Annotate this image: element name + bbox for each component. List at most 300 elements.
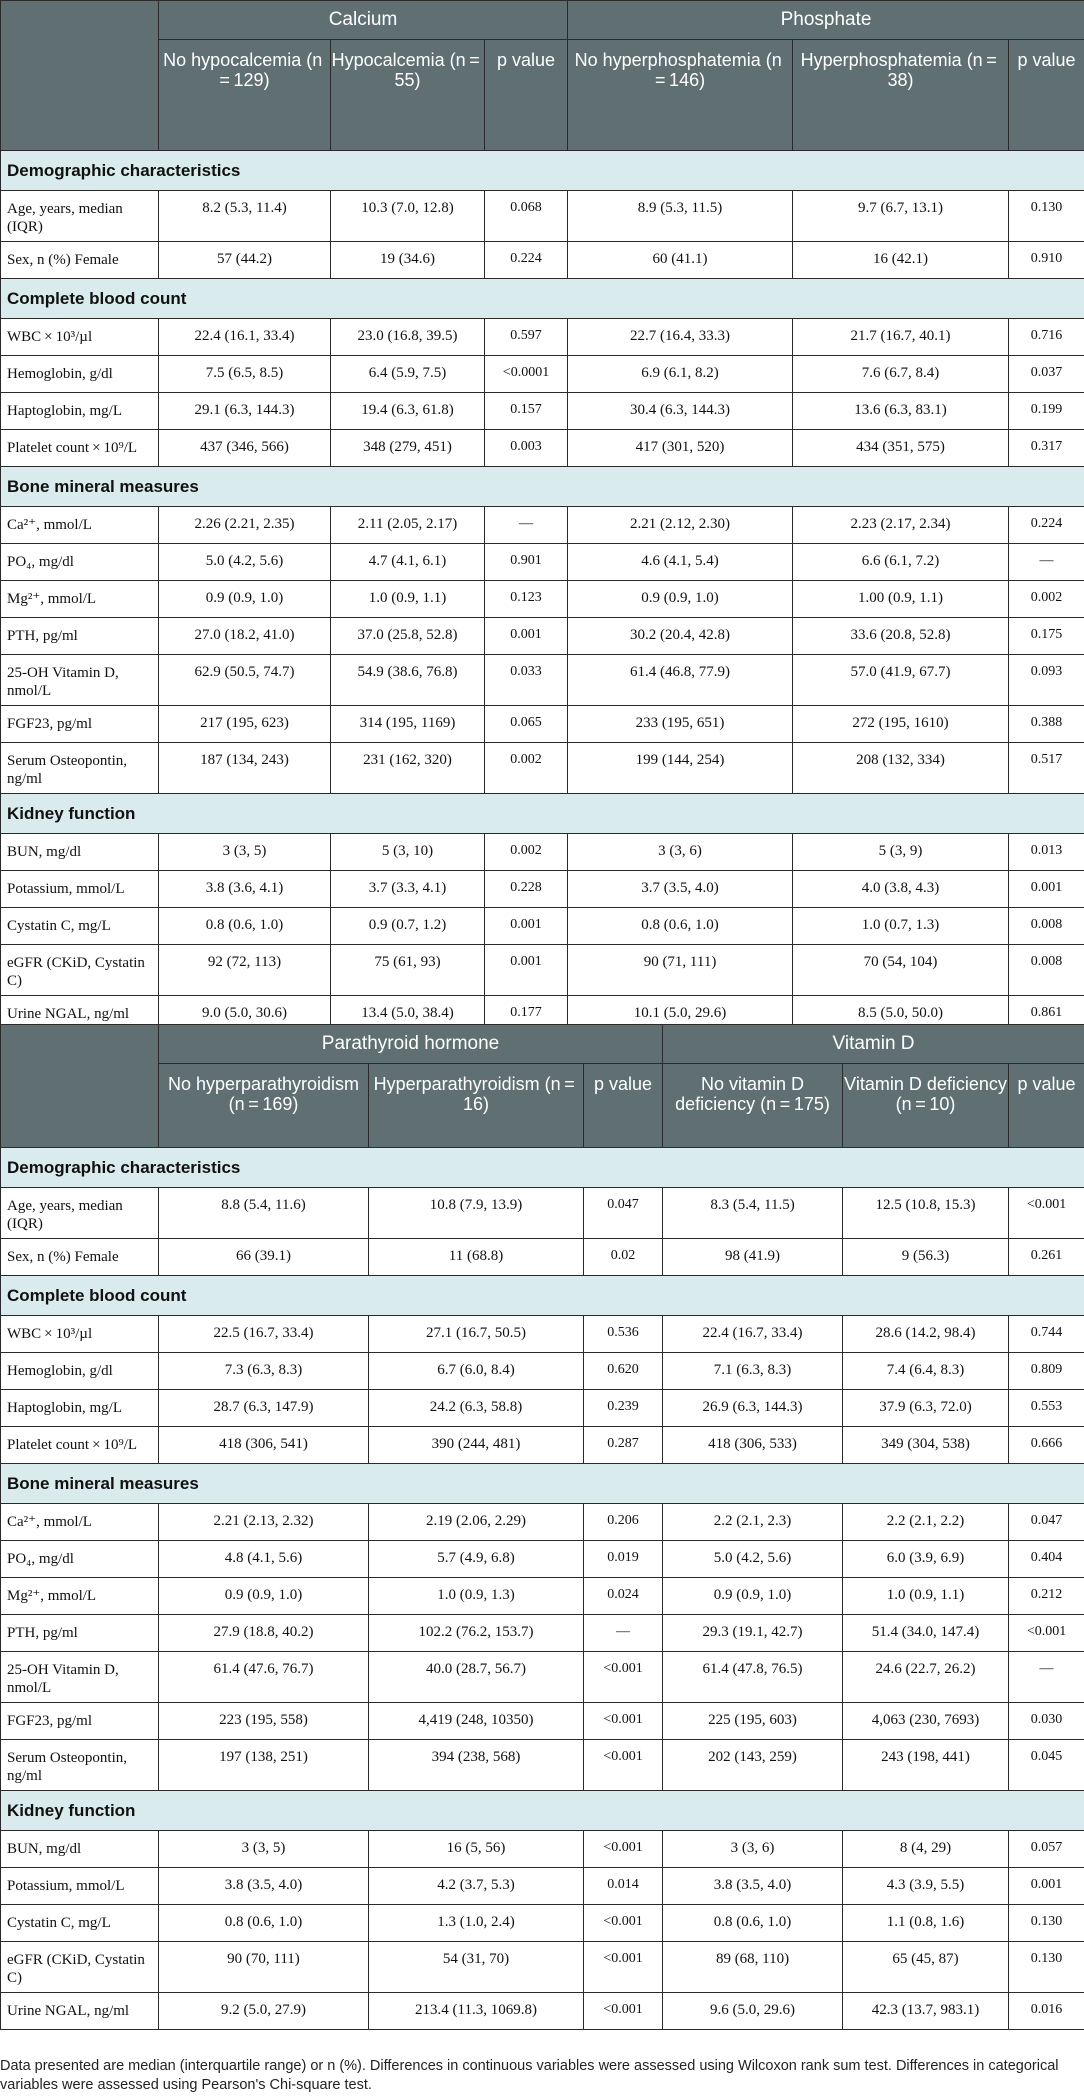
section-title: Complete blood count bbox=[1, 1276, 1084, 1316]
column-header: p value bbox=[1009, 40, 1084, 151]
value-cell: 223 (195, 558) bbox=[159, 1703, 369, 1740]
row-label: WBC × 10³/µl bbox=[1, 319, 159, 356]
value-cell: 66 (39.1) bbox=[159, 1239, 369, 1276]
p-value-cell: 0.016 bbox=[1009, 1993, 1084, 2030]
row-label: Mg²⁺, mmol/L bbox=[1, 581, 159, 618]
p-value-cell: 0.065 bbox=[485, 706, 568, 743]
p-value-cell: 0.037 bbox=[1009, 356, 1084, 393]
p-value-cell: 0.716 bbox=[1009, 319, 1084, 356]
value-cell: 26.9 (6.3, 144.3) bbox=[663, 1390, 843, 1427]
value-cell: 29.3 (19.1, 42.7) bbox=[663, 1615, 843, 1652]
value-cell: 12.5 (10.8, 15.3) bbox=[843, 1188, 1009, 1239]
p-value-cell: 0.861 bbox=[1009, 996, 1084, 1033]
value-cell: 199 (144, 254) bbox=[568, 743, 793, 794]
table-row bbox=[1, 1740, 1084, 1791]
table-row bbox=[1, 1615, 1084, 1652]
p-value-cell: <0.001 bbox=[584, 1740, 663, 1791]
row-label: BUN, mg/dl bbox=[1, 834, 159, 871]
p-value-cell: 0.002 bbox=[1009, 581, 1084, 618]
value-cell: 8.9 (5.3, 11.5) bbox=[568, 191, 793, 242]
p-value-cell: 0.744 bbox=[1009, 1316, 1084, 1353]
section-title: Kidney function bbox=[1, 1791, 1084, 1831]
row-label: 25-OH Vitamin D, nmol/L bbox=[1, 655, 159, 706]
p-value-cell: 0.536 bbox=[584, 1316, 663, 1353]
value-cell: 28.7 (6.3, 147.9) bbox=[159, 1390, 369, 1427]
row-label: 25-OH Vitamin D, nmol/L bbox=[1, 1652, 159, 1703]
value-cell: 9.7 (6.7, 13.1) bbox=[793, 191, 1009, 242]
section-header-row bbox=[1, 794, 1084, 834]
value-cell: 0.8 (0.6, 1.0) bbox=[663, 1905, 843, 1942]
table-row bbox=[1, 1353, 1084, 1390]
value-cell: 7.3 (6.3, 8.3) bbox=[159, 1353, 369, 1390]
value-cell: 75 (61, 93) bbox=[331, 945, 485, 996]
column-header: No hypocalcemia (n = 129) bbox=[159, 40, 331, 151]
p-value-cell: 0.130 bbox=[1009, 191, 1084, 242]
table-row bbox=[1, 242, 1084, 279]
table-row bbox=[1, 1316, 1084, 1353]
value-cell: 27.0 (18.2, 41.0) bbox=[159, 618, 331, 655]
value-cell: 30.2 (20.4, 42.8) bbox=[568, 618, 793, 655]
value-cell: 213.4 (11.3, 1069.8) bbox=[369, 1993, 584, 2030]
value-cell: 40.0 (28.7, 56.7) bbox=[369, 1652, 584, 1703]
value-cell: 0.9 (0.7, 1.2) bbox=[331, 908, 485, 945]
group-header: Parathyroid hormone bbox=[159, 1025, 663, 1064]
p-value-cell: <0.001 bbox=[584, 1652, 663, 1703]
row-label: Potassium, mmol/L bbox=[1, 1868, 159, 1905]
p-value-cell: 0.02 bbox=[584, 1239, 663, 1276]
row-label: Mg²⁺, mmol/L bbox=[1, 1578, 159, 1615]
p-value-cell: <0.001 bbox=[584, 1831, 663, 1868]
value-cell: 1.1 (0.8, 1.6) bbox=[843, 1905, 1009, 1942]
value-cell: 10.3 (7.0, 12.8) bbox=[331, 191, 485, 242]
value-cell: 8.8 (5.4, 11.6) bbox=[159, 1188, 369, 1239]
value-cell: 5.0 (4.2, 5.6) bbox=[159, 544, 331, 581]
row-label: Platelet count × 10⁹/L bbox=[1, 1427, 159, 1464]
value-cell: 3 (3, 6) bbox=[663, 1831, 843, 1868]
value-cell: 10.8 (7.9, 13.9) bbox=[369, 1188, 584, 1239]
corner-header bbox=[1, 1, 159, 151]
value-cell: 197 (138, 251) bbox=[159, 1740, 369, 1791]
row-label: Serum Osteopontin, ng/ml bbox=[1, 743, 159, 794]
value-cell: 61.4 (47.6, 76.7) bbox=[159, 1652, 369, 1703]
value-cell: 65 (45, 87) bbox=[843, 1942, 1009, 1993]
p-value-cell: 0.008 bbox=[1009, 908, 1084, 945]
value-cell: 7.4 (6.4, 8.3) bbox=[843, 1353, 1009, 1390]
value-cell: 6.9 (6.1, 8.2) bbox=[568, 356, 793, 393]
value-cell: 1.0 (0.9, 1.3) bbox=[369, 1578, 584, 1615]
p-value-cell: 0.057 bbox=[1009, 1831, 1084, 1868]
table-row bbox=[1, 1703, 1084, 1740]
value-cell: 2.21 (2.12, 2.30) bbox=[568, 507, 793, 544]
value-cell: 1.0 (0.9, 1.1) bbox=[843, 1578, 1009, 1615]
p-value-cell: 0.224 bbox=[1009, 507, 1084, 544]
value-cell: 54 (31, 70) bbox=[369, 1942, 584, 1993]
value-cell: 24.2 (6.3, 58.8) bbox=[369, 1390, 584, 1427]
p-value-cell: 0.001 bbox=[1009, 1868, 1084, 1905]
value-cell: 37.0 (25.8, 52.8) bbox=[331, 618, 485, 655]
p-value-cell: 0.003 bbox=[485, 430, 568, 467]
row-label: Cystatin C, mg/L bbox=[1, 908, 159, 945]
value-cell: 9.0 (5.0, 30.6) bbox=[159, 996, 331, 1033]
value-cell: 2.26 (2.21, 2.35) bbox=[159, 507, 331, 544]
table-row bbox=[1, 1652, 1084, 1703]
value-cell: 5.7 (4.9, 6.8) bbox=[369, 1541, 584, 1578]
value-cell: 2.2 (2.1, 2.2) bbox=[843, 1504, 1009, 1541]
value-cell: 314 (195, 1169) bbox=[331, 706, 485, 743]
section-title: Bone mineral measures bbox=[1, 1464, 1084, 1504]
p-value-cell: — bbox=[1009, 544, 1084, 581]
value-cell: 1.0 (0.9, 1.1) bbox=[331, 581, 485, 618]
row-label: PO₄, mg/dl bbox=[1, 544, 159, 581]
value-cell: 62.9 (50.5, 74.7) bbox=[159, 655, 331, 706]
p-value-cell: 0.261 bbox=[1009, 1239, 1084, 1276]
p-value-cell: <0.001 bbox=[584, 1905, 663, 1942]
value-cell: 7.6 (6.7, 8.4) bbox=[793, 356, 1009, 393]
p-value-cell: 0.002 bbox=[485, 834, 568, 871]
value-cell: 5 (3, 10) bbox=[331, 834, 485, 871]
value-cell: 2.21 (2.13, 2.32) bbox=[159, 1504, 369, 1541]
p-value-cell: 0.024 bbox=[584, 1578, 663, 1615]
value-cell: 22.4 (16.7, 33.4) bbox=[663, 1316, 843, 1353]
row-label: WBC × 10³/µl bbox=[1, 1316, 159, 1353]
p-value-cell: 0.093 bbox=[1009, 655, 1084, 706]
value-cell: 27.1 (16.7, 50.5) bbox=[369, 1316, 584, 1353]
p-value-cell: 0.809 bbox=[1009, 1353, 1084, 1390]
value-cell: 21.7 (16.7, 40.1) bbox=[793, 319, 1009, 356]
table-row bbox=[1, 655, 1084, 706]
p-value-cell: 0.212 bbox=[1009, 1578, 1084, 1615]
row-label: Ca²⁺, mmol/L bbox=[1, 1504, 159, 1541]
row-label: PTH, pg/ml bbox=[1, 618, 159, 655]
p-value-cell: <0.001 bbox=[584, 1703, 663, 1740]
value-cell: 9 (56.3) bbox=[843, 1239, 1009, 1276]
p-value-cell: <0.001 bbox=[584, 1993, 663, 2030]
value-cell: 27.9 (18.8, 40.2) bbox=[159, 1615, 369, 1652]
p-value-cell: 0.517 bbox=[1009, 743, 1084, 794]
value-cell: 4.0 (3.8, 4.3) bbox=[793, 871, 1009, 908]
value-cell: 3.8 (3.5, 4.0) bbox=[663, 1868, 843, 1905]
value-cell: 11 (68.8) bbox=[369, 1239, 584, 1276]
p-value-cell: 0.001 bbox=[485, 908, 568, 945]
value-cell: 57 (44.2) bbox=[159, 242, 331, 279]
table-row bbox=[1, 743, 1084, 794]
value-cell: 9.2 (5.0, 27.9) bbox=[159, 1993, 369, 2030]
p-value-cell: 0.597 bbox=[485, 319, 568, 356]
value-cell: 2.19 (2.06, 2.29) bbox=[369, 1504, 584, 1541]
row-label: FGF23, pg/ml bbox=[1, 706, 159, 743]
value-cell: 0.9 (0.9, 1.0) bbox=[159, 1578, 369, 1615]
value-cell: 3.8 (3.5, 4.0) bbox=[159, 1868, 369, 1905]
p-value-cell: 0.001 bbox=[485, 618, 568, 655]
table-row bbox=[1, 1427, 1084, 1464]
row-label: Sex, n (%) Female bbox=[1, 242, 159, 279]
value-cell: 98 (41.9) bbox=[663, 1239, 843, 1276]
p-value-cell: <0.001 bbox=[1009, 1188, 1084, 1239]
section-header-row bbox=[1, 1276, 1084, 1316]
p-value-cell: 0.224 bbox=[485, 242, 568, 279]
value-cell: 92 (72, 113) bbox=[159, 945, 331, 996]
row-label: Serum Osteopontin, ng/ml bbox=[1, 1740, 159, 1791]
p-value-cell: <0.001 bbox=[584, 1942, 663, 1993]
p-value-cell: 0.175 bbox=[1009, 618, 1084, 655]
table-body bbox=[1, 1148, 1084, 2030]
value-cell: 3.8 (3.6, 4.1) bbox=[159, 871, 331, 908]
column-header: Hyperparathyroidism (n = 16) bbox=[369, 1064, 584, 1148]
section-title: Complete blood count bbox=[1, 279, 1084, 319]
column-header: p value bbox=[1009, 1064, 1084, 1148]
section-header-row bbox=[1, 467, 1084, 507]
value-cell: 4.7 (4.1, 6.1) bbox=[331, 544, 485, 581]
value-cell: 30.4 (6.3, 144.3) bbox=[568, 393, 793, 430]
p-value-cell: 0.157 bbox=[485, 393, 568, 430]
section-header-row bbox=[1, 151, 1084, 191]
row-label: BUN, mg/dl bbox=[1, 1831, 159, 1868]
value-cell: 16 (5, 56) bbox=[369, 1831, 584, 1868]
value-cell: 7.1 (6.3, 8.3) bbox=[663, 1353, 843, 1390]
row-label: Haptoglobin, mg/L bbox=[1, 1390, 159, 1427]
value-cell: 13.4 (5.0, 38.4) bbox=[331, 996, 485, 1033]
p-value-cell: 0.287 bbox=[584, 1427, 663, 1464]
p-value-cell: 0.001 bbox=[1009, 871, 1084, 908]
value-cell: 6.6 (6.1, 7.2) bbox=[793, 544, 1009, 581]
value-cell: 434 (351, 575) bbox=[793, 430, 1009, 467]
table-row bbox=[1, 430, 1084, 467]
value-cell: 16 (42.1) bbox=[793, 242, 1009, 279]
p-value-cell: 0.388 bbox=[1009, 706, 1084, 743]
section-title: Bone mineral measures bbox=[1, 467, 1084, 507]
value-cell: 3.7 (3.5, 4.0) bbox=[568, 871, 793, 908]
p-value-cell: 0.177 bbox=[485, 996, 568, 1033]
p-value-cell: 0.047 bbox=[584, 1188, 663, 1239]
table-row bbox=[1, 1868, 1084, 1905]
p-value-cell: 0.206 bbox=[584, 1504, 663, 1541]
section-title: Demographic characteristics bbox=[1, 1148, 1084, 1188]
value-cell: 37.9 (6.3, 72.0) bbox=[843, 1390, 1009, 1427]
value-cell: 2.2 (2.1, 2.3) bbox=[663, 1504, 843, 1541]
row-label: PTH, pg/ml bbox=[1, 1615, 159, 1652]
table-row bbox=[1, 1239, 1084, 1276]
value-cell: 5 (3, 9) bbox=[793, 834, 1009, 871]
value-cell: 8.5 (5.0, 50.0) bbox=[793, 996, 1009, 1033]
value-cell: 418 (306, 533) bbox=[663, 1427, 843, 1464]
table-row bbox=[1, 1504, 1084, 1541]
table-row bbox=[1, 356, 1084, 393]
row-label: Age, years, median (IQR) bbox=[1, 1188, 159, 1239]
value-cell: 187 (134, 243) bbox=[159, 743, 331, 794]
p-value-cell: — bbox=[485, 507, 568, 544]
table-pth-vitamin-d bbox=[0, 1024, 1084, 2030]
value-cell: 57.0 (41.9, 67.7) bbox=[793, 655, 1009, 706]
value-cell: 4,063 (230, 7693) bbox=[843, 1703, 1009, 1740]
section-header-row bbox=[1, 1148, 1084, 1188]
row-label: Platelet count × 10⁹/L bbox=[1, 430, 159, 467]
table-row bbox=[1, 581, 1084, 618]
p-value-cell: — bbox=[1009, 1652, 1084, 1703]
table-row bbox=[1, 1188, 1084, 1239]
table-row bbox=[1, 706, 1084, 743]
value-cell: 1.0 (0.7, 1.3) bbox=[793, 908, 1009, 945]
value-cell: 4.2 (3.7, 5.3) bbox=[369, 1868, 584, 1905]
table-row bbox=[1, 1541, 1084, 1578]
value-cell: 437 (346, 566) bbox=[159, 430, 331, 467]
p-value-cell: 0.008 bbox=[1009, 945, 1084, 996]
p-value-cell: <0.0001 bbox=[485, 356, 568, 393]
p-value-cell: 0.910 bbox=[1009, 242, 1084, 279]
value-cell: 23.0 (16.8, 39.5) bbox=[331, 319, 485, 356]
p-value-cell: 0.001 bbox=[485, 945, 568, 996]
value-cell: 61.4 (47.8, 76.5) bbox=[663, 1652, 843, 1703]
p-value-cell: 0.030 bbox=[1009, 1703, 1084, 1740]
p-value-cell: 0.901 bbox=[485, 544, 568, 581]
value-cell: 0.9 (0.9, 1.0) bbox=[568, 581, 793, 618]
value-cell: 89 (68, 110) bbox=[663, 1942, 843, 1993]
value-cell: 349 (304, 538) bbox=[843, 1427, 1009, 1464]
value-cell: 394 (238, 568) bbox=[369, 1740, 584, 1791]
group-header: Calcium bbox=[159, 1, 568, 40]
table-row bbox=[1, 191, 1084, 242]
table-row bbox=[1, 544, 1084, 581]
value-cell: 390 (244, 481) bbox=[369, 1427, 584, 1464]
p-value-cell: 0.013 bbox=[1009, 834, 1084, 871]
p-value-cell: 0.068 bbox=[485, 191, 568, 242]
row-label: Haptoglobin, mg/L bbox=[1, 393, 159, 430]
row-label: eGFR (CKiD, Cystatin C) bbox=[1, 945, 159, 996]
section-title: Demographic characteristics bbox=[1, 151, 1084, 191]
table-row bbox=[1, 1993, 1084, 2030]
column-header: No hyperphosphatemia (n = 146) bbox=[568, 40, 793, 151]
p-value-cell: 0.620 bbox=[584, 1353, 663, 1390]
value-cell: 0.9 (0.9, 1.0) bbox=[159, 581, 331, 618]
table-row bbox=[1, 871, 1084, 908]
value-cell: 0.8 (0.6, 1.0) bbox=[159, 908, 331, 945]
table-row bbox=[1, 945, 1084, 996]
section-header-row bbox=[1, 1791, 1084, 1831]
p-value-cell: 0.666 bbox=[1009, 1427, 1084, 1464]
row-label: eGFR (CKiD, Cystatin C) bbox=[1, 1942, 159, 1993]
value-cell: 3 (3, 6) bbox=[568, 834, 793, 871]
p-value-cell: <0.001 bbox=[1009, 1615, 1084, 1652]
value-cell: 10.1 (5.0, 29.6) bbox=[568, 996, 793, 1033]
value-cell: 243 (198, 441) bbox=[843, 1740, 1009, 1791]
table-row bbox=[1, 1390, 1084, 1427]
value-cell: 8 (4, 29) bbox=[843, 1831, 1009, 1868]
p-value-cell: 0.047 bbox=[1009, 1504, 1084, 1541]
p-value-cell: 0.130 bbox=[1009, 1905, 1084, 1942]
value-cell: 24.6 (22.7, 26.2) bbox=[843, 1652, 1009, 1703]
value-cell: 217 (195, 623) bbox=[159, 706, 331, 743]
row-label: PO₄, mg/dl bbox=[1, 1541, 159, 1578]
p-value-cell: 0.130 bbox=[1009, 1942, 1084, 1993]
value-cell: 4.6 (4.1, 5.4) bbox=[568, 544, 793, 581]
value-cell: 13.6 (6.3, 83.1) bbox=[793, 393, 1009, 430]
table-row bbox=[1, 1831, 1084, 1868]
column-header: No vitamin D deficiency (n = 175) bbox=[663, 1064, 843, 1148]
value-cell: 3.7 (3.3, 4.1) bbox=[331, 871, 485, 908]
p-value-cell: 0.199 bbox=[1009, 393, 1084, 430]
value-cell: 22.4 (16.1, 33.4) bbox=[159, 319, 331, 356]
row-label: Ca²⁺, mmol/L bbox=[1, 507, 159, 544]
value-cell: 19.4 (6.3, 61.8) bbox=[331, 393, 485, 430]
table-row bbox=[1, 1905, 1084, 1942]
value-cell: 102.2 (76.2, 153.7) bbox=[369, 1615, 584, 1652]
row-label: Potassium, mmol/L bbox=[1, 871, 159, 908]
row-label: Urine NGAL, ng/ml bbox=[1, 1993, 159, 2030]
section-title: Kidney function bbox=[1, 794, 1084, 834]
table-row bbox=[1, 834, 1084, 871]
value-cell: 6.7 (6.0, 8.4) bbox=[369, 1353, 584, 1390]
row-label: Sex, n (%) Female bbox=[1, 1239, 159, 1276]
value-cell: 22.7 (16.4, 33.3) bbox=[568, 319, 793, 356]
p-value-cell: 0.317 bbox=[1009, 430, 1084, 467]
value-cell: 4.3 (3.9, 5.5) bbox=[843, 1868, 1009, 1905]
value-cell: 61.4 (46.8, 77.9) bbox=[568, 655, 793, 706]
value-cell: 29.1 (6.3, 144.3) bbox=[159, 393, 331, 430]
value-cell: 90 (70, 111) bbox=[159, 1942, 369, 1993]
corner-header bbox=[1, 1025, 159, 1148]
value-cell: 8.3 (5.4, 11.5) bbox=[663, 1188, 843, 1239]
value-cell: 348 (279, 451) bbox=[331, 430, 485, 467]
p-value-cell: 0.228 bbox=[485, 871, 568, 908]
p-value-cell: 0.019 bbox=[584, 1541, 663, 1578]
row-label: Cystatin C, mg/L bbox=[1, 1905, 159, 1942]
row-label: Hemoglobin, g/dl bbox=[1, 356, 159, 393]
value-cell: 417 (301, 520) bbox=[568, 430, 793, 467]
value-cell: 51.4 (34.0, 147.4) bbox=[843, 1615, 1009, 1652]
value-cell: 9.6 (5.0, 29.6) bbox=[663, 1993, 843, 2030]
value-cell: 1.00 (0.9, 1.1) bbox=[793, 581, 1009, 618]
value-cell: 70 (54, 104) bbox=[793, 945, 1009, 996]
value-cell: 3 (3, 5) bbox=[159, 1831, 369, 1868]
value-cell: 6.0 (3.9, 6.9) bbox=[843, 1541, 1009, 1578]
value-cell: 22.5 (16.7, 33.4) bbox=[159, 1316, 369, 1353]
value-cell: 208 (132, 334) bbox=[793, 743, 1009, 794]
table-row bbox=[1, 1578, 1084, 1615]
table-calcium-phosphate bbox=[0, 0, 1084, 1033]
value-cell: 60 (41.1) bbox=[568, 242, 793, 279]
row-label: Urine NGAL, ng/ml bbox=[1, 996, 159, 1033]
value-cell: 5.0 (4.2, 5.6) bbox=[663, 1541, 843, 1578]
value-cell: 19 (34.6) bbox=[331, 242, 485, 279]
table-row bbox=[1, 618, 1084, 655]
value-cell: 90 (71, 111) bbox=[568, 945, 793, 996]
column-header: Vitamin D deficiency (n = 10) bbox=[843, 1064, 1009, 1148]
value-cell: 4.8 (4.1, 5.6) bbox=[159, 1541, 369, 1578]
table-row bbox=[1, 319, 1084, 356]
row-label: Hemoglobin, g/dl bbox=[1, 1353, 159, 1390]
p-value-cell: 0.123 bbox=[485, 581, 568, 618]
section-header-row bbox=[1, 1464, 1084, 1504]
value-cell: 0.8 (0.6, 1.0) bbox=[159, 1905, 369, 1942]
value-cell: 8.2 (5.3, 11.4) bbox=[159, 191, 331, 242]
value-cell: 2.11 (2.05, 2.17) bbox=[331, 507, 485, 544]
table-row bbox=[1, 908, 1084, 945]
column-header: Hypocalcemia (n = 55) bbox=[331, 40, 485, 151]
p-value-cell: 0.553 bbox=[1009, 1390, 1084, 1427]
column-header: p value bbox=[485, 40, 568, 151]
value-cell: 272 (195, 1610) bbox=[793, 706, 1009, 743]
value-cell: 1.3 (1.0, 2.4) bbox=[369, 1905, 584, 1942]
p-value-cell: — bbox=[584, 1615, 663, 1652]
value-cell: 2.23 (2.17, 2.34) bbox=[793, 507, 1009, 544]
column-header: No hyperparathyroidism (n = 169) bbox=[159, 1064, 369, 1148]
value-cell: 6.4 (5.9, 7.5) bbox=[331, 356, 485, 393]
value-cell: 225 (195, 603) bbox=[663, 1703, 843, 1740]
value-cell: 7.5 (6.5, 8.5) bbox=[159, 356, 331, 393]
table-row bbox=[1, 393, 1084, 430]
value-cell: 202 (143, 259) bbox=[663, 1740, 843, 1791]
table-footnote: Data presented are median (interquartile range) or n (%). Differences in continuous variables were assessed using Wilcoxon rank sum test. Differences in categorical variables were assessed using Pearson's Chi-square test. bbox=[0, 2058, 1059, 2093]
column-header: p value bbox=[584, 1064, 663, 1148]
